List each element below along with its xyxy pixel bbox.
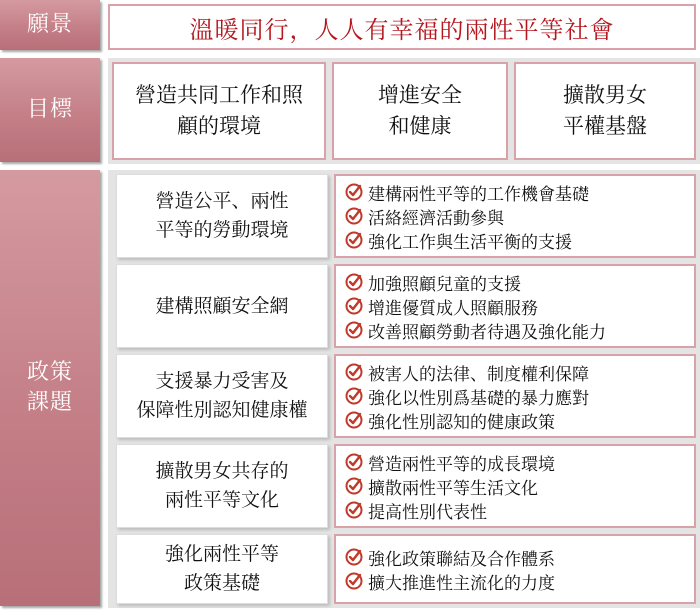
- list-item: [344, 498, 694, 522]
- issue-5-title: [116, 534, 328, 604]
- item-text: 擴散兩性平等生活文化: [368, 478, 538, 499]
- goal-2-text: 增進安全 和健康: [378, 83, 462, 138]
- issue-4-title-text: 擴散男女共存的 兩性平等文化: [155, 460, 289, 511]
- issue-3-title: [116, 354, 328, 438]
- vision-box: [108, 4, 696, 50]
- check-circle-icon: [344, 547, 364, 567]
- list-item: [344, 545, 694, 569]
- list-item: [344, 474, 694, 498]
- check-circle-icon: [344, 476, 364, 496]
- list-item: [344, 228, 694, 252]
- list-item: [344, 318, 694, 342]
- check-circle-icon: [344, 362, 364, 382]
- issues-label-text: 政策 課題: [26, 360, 73, 415]
- vision-text: 溫暖同行，人人有幸福的兩性平等社會: [189, 15, 615, 44]
- check-circle-icon: [344, 571, 364, 591]
- item-text: 增進優質成人照顧服務: [368, 298, 538, 319]
- goals-label: [0, 58, 100, 162]
- item-text: 提高性別代表性: [368, 502, 487, 523]
- list-item: [344, 408, 694, 432]
- item-text: 被害人的法律、制度權利保障: [368, 364, 589, 385]
- issue-1-title-text: 營造公平、兩性 平等的勞動環境: [155, 190, 289, 241]
- issue-2-items: [334, 264, 696, 348]
- goal-3: [514, 62, 696, 160]
- issue-3-title-text: 支援暴力受害及 保障性別認知健康權: [136, 370, 308, 421]
- issue-4-items: [334, 444, 696, 528]
- goal-2: [332, 62, 508, 160]
- issue-3-items: [334, 354, 696, 438]
- list-item: [344, 204, 694, 228]
- item-text: 強化以性別爲基礎的暴力應對: [368, 388, 589, 409]
- item-text: 活絡經濟活動參與: [368, 208, 504, 229]
- issues-label: [0, 170, 100, 606]
- check-circle-icon: [344, 206, 364, 226]
- goals-label-text: 目標: [26, 97, 73, 122]
- item-text: 加強照顧兒童的支援: [368, 274, 521, 295]
- goal-1-text: 營造共同工作和照 顧的環境: [135, 83, 303, 138]
- issue-2-title: [116, 264, 328, 348]
- item-text: 建構兩性平等的工作機會基礎: [368, 184, 589, 205]
- issue-1-items: [334, 174, 696, 258]
- item-text: 強化政策聯結及合作體系: [368, 549, 555, 570]
- list-item: [344, 360, 694, 384]
- check-circle-icon: [344, 182, 364, 202]
- list-item: [344, 384, 694, 408]
- issue-1-title: [116, 174, 328, 258]
- list-item: [344, 450, 694, 474]
- list-item: [344, 180, 694, 204]
- issue-5-items: [334, 534, 696, 604]
- check-circle-icon: [344, 272, 364, 292]
- check-circle-icon: [344, 500, 364, 520]
- list-item: [344, 270, 694, 294]
- item-text: 改善照顧勞動者待遇及強化能力: [368, 322, 606, 343]
- issue-5-title-text: 強化兩性平等 政策基礎: [164, 543, 279, 594]
- goal-3-text: 擴散男女 平權基盤: [563, 83, 647, 138]
- issue-2-title-text: 建構照顧安全網: [155, 294, 289, 317]
- item-text: 擴大推進性主流化的力度: [368, 573, 555, 594]
- item-text: 強化工作與生活平衡的支援: [368, 232, 572, 253]
- item-text: 營造兩性平等的成長環境: [368, 454, 555, 475]
- check-circle-icon: [344, 230, 364, 250]
- check-circle-icon: [344, 452, 364, 472]
- check-circle-icon: [344, 320, 364, 340]
- check-circle-icon: [344, 296, 364, 316]
- vision-label-text: 願景: [26, 12, 73, 37]
- check-circle-icon: [344, 410, 364, 430]
- item-text: 強化性別認知的健康政策: [368, 412, 555, 433]
- check-circle-icon: [344, 386, 364, 406]
- vision-label: [0, 0, 100, 50]
- list-item: [344, 294, 694, 318]
- issue-4-title: [116, 444, 328, 528]
- goal-1: [112, 62, 326, 160]
- list-item: [344, 569, 694, 593]
